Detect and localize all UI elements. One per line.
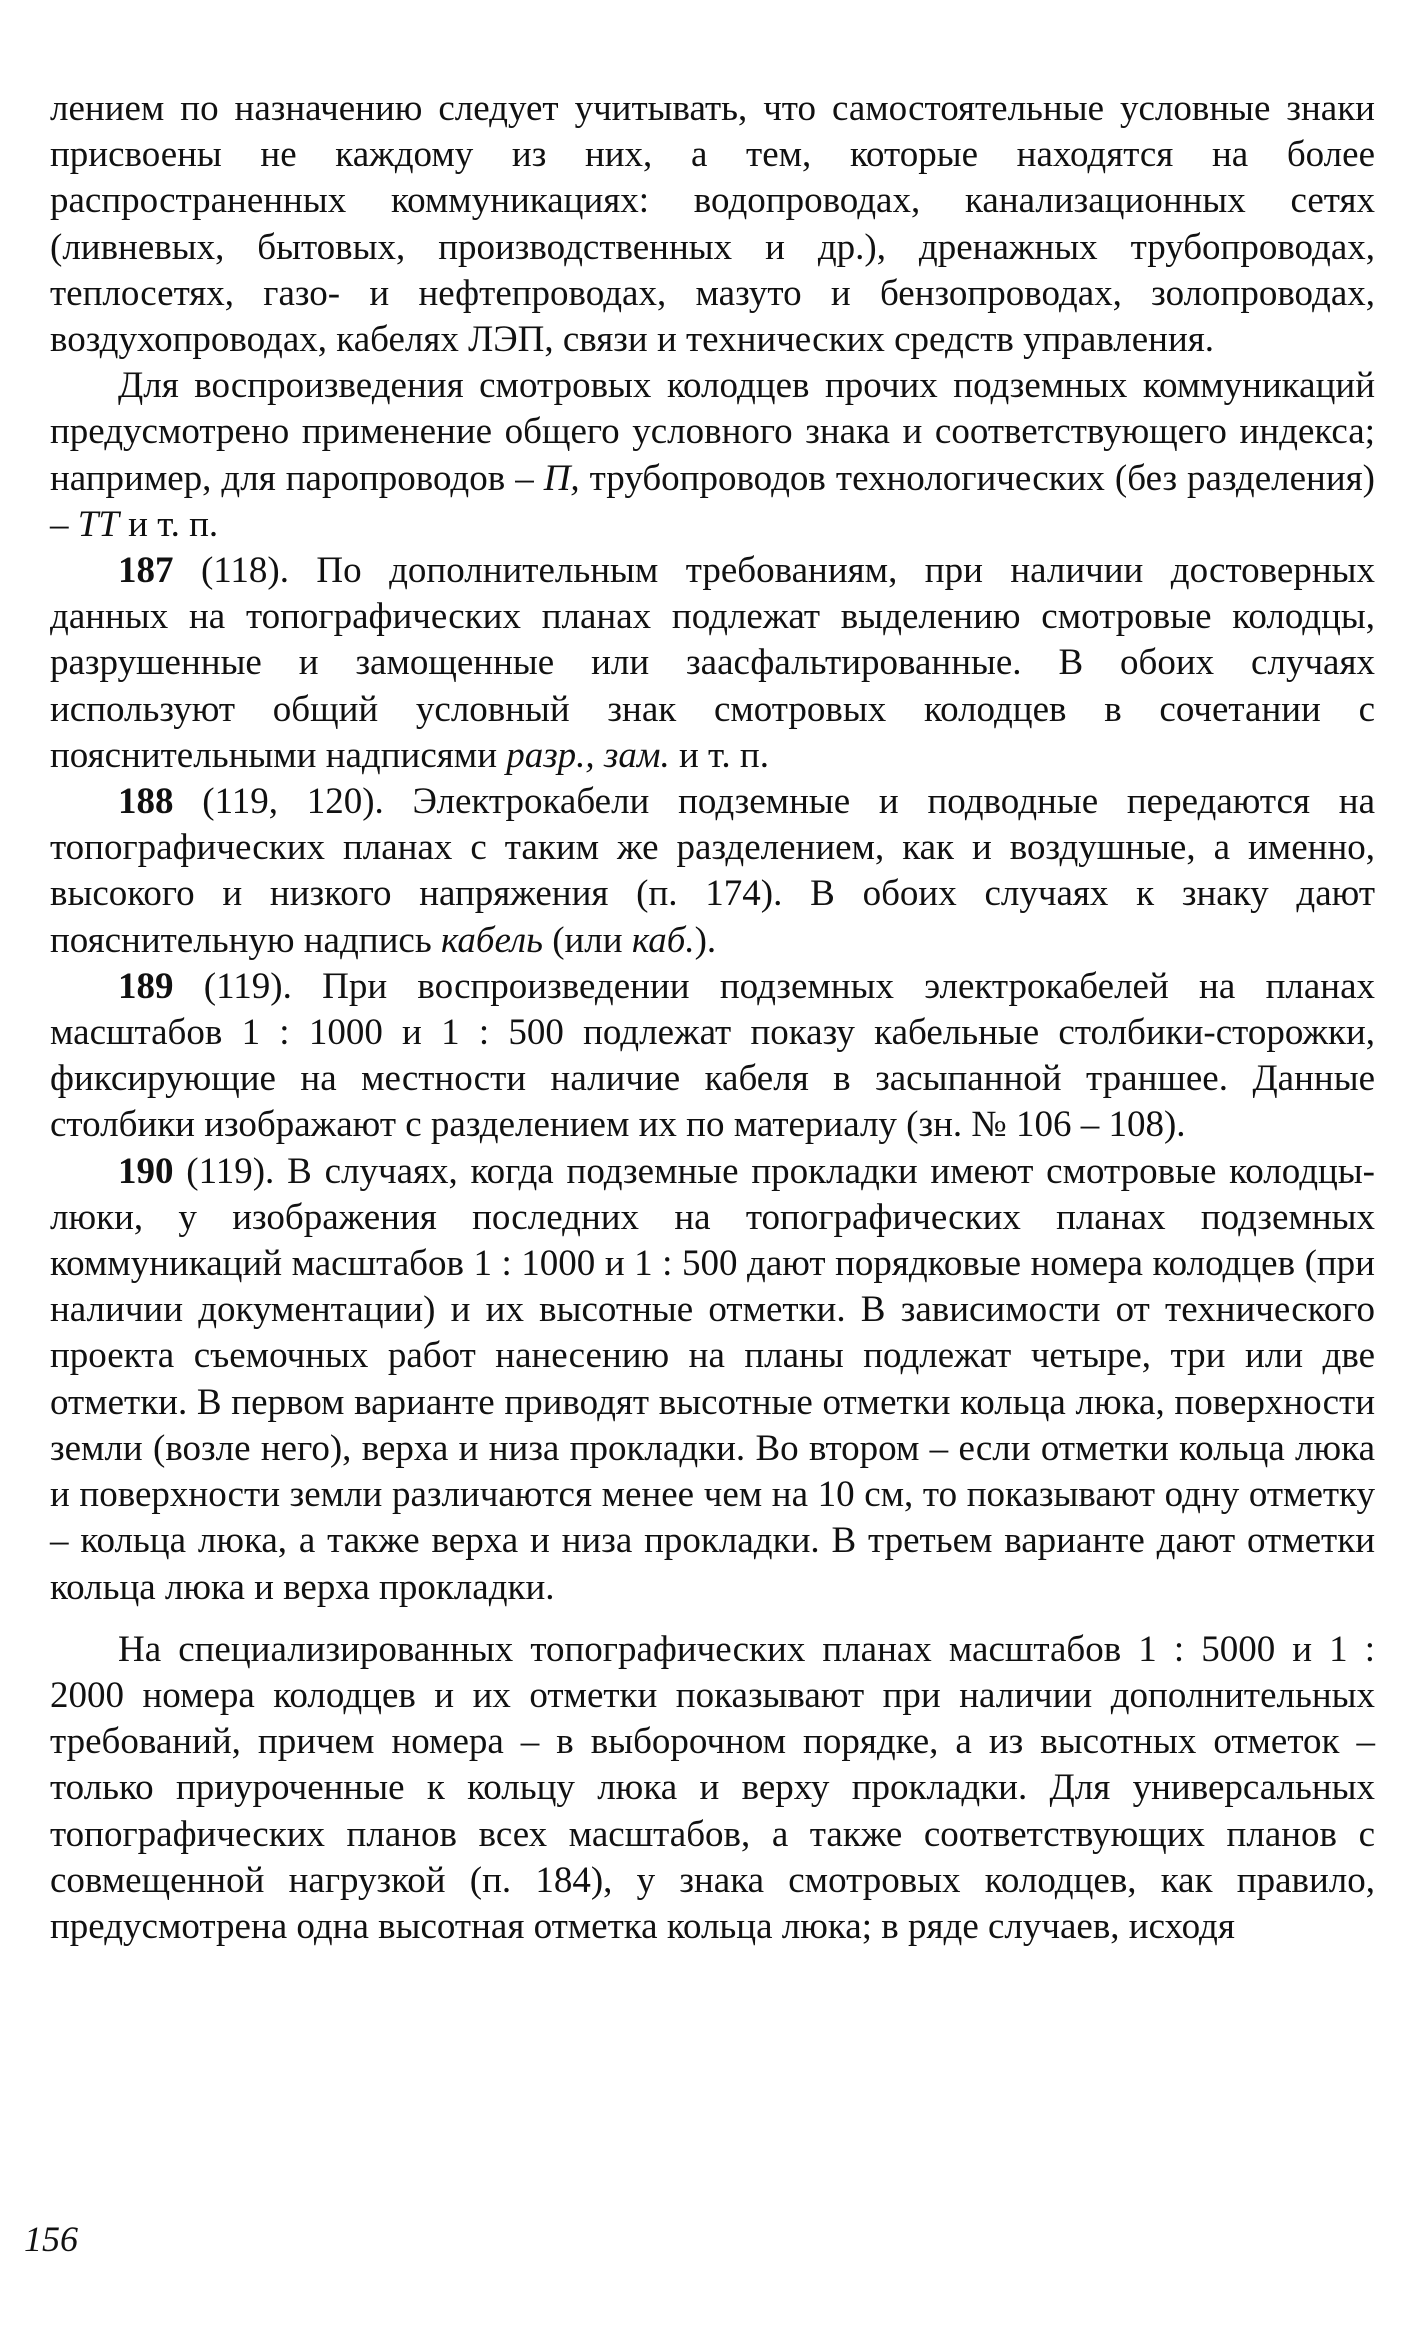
- paragraph-text: (119). В случаях, когда подземные прокладки имеют смотровые колодцы-люки, у изображения последних на топографических планах подземных коммуникаций масштабов 1 : 1000 и 1 : 500 дают порядковые номера колодцев (при наличии документации) и их высотные отметки. В зависимости от технического проекта съемочных работ нанесению на планы подлежат четыре, три или две отметки. В первом варианте приводят высотные отметки кольца люка, поверхности земли (возле него), верха и низа прокладки. Во втором – если отметки кольца люка и поверхности земли различаются менее чем на 10 см, то показывают одну отметку – кольца люка, а также верха и низа прокладки. В третьем варианте дают отметки кольца люка и верха прокладки.: [50, 1150, 1375, 1608]
- paragraph-text: и т. п.: [669, 734, 769, 776]
- paragraph-text: На специализированных топографических планах масштабов 1 : 5000 и 1 : 2000 номера колодцев и их отметки показывают при наличии дополнительных требований, причем номера – в выборочном порядке, а из высотных отметок – только приуроченные к кольцу люка и верху прокладки. Для универсальных топографических планов всех масштабов, а также соответствующих планов с совмещенной нагрузкой (п. 184), у знака смотровых колодцев, как правило, предусмотрена одна высотная отметка кольца люка; в ряде случаев, исходя: [50, 1628, 1375, 1947]
- paragraph-text: (или: [542, 919, 632, 961]
- italic-label-cable-short: каб.: [631, 919, 695, 961]
- paragraph-text: ).: [694, 919, 717, 961]
- clause-number: 187: [118, 550, 174, 592]
- page-number: 156: [24, 2219, 78, 2259]
- paragraph-189: [50, 964, 1375, 1149]
- paragraph-text: (118). По дополнительным требованиям, при наличии достоверных данных на топографических планах подлежат выделению смотровые колодцы, разрушенные и замощенные или заасфальтированные. В обоих случаях используют общий условный знак смотровых колодцев в сочетании с пояснительными надписями: [50, 550, 1375, 776]
- paragraph-text: Для воспроизведения смотровых колодцев прочих подземных коммуникаций предусмотрено применение общего условного знака и соответствующего индекса; например, для паропроводов –: [50, 365, 1375, 499]
- paragraph-text: (119). При воспроизведении подземных электрокабелей на планах масштабов 1 : 1000 и 1 : 500 подлежат показу кабельные столбики-сторожки, фиксирующие на местности наличие кабеля в засыпанной траншее. Данные столбики изображают с разделением их по материалу (зн. № 106 – 108).: [50, 965, 1375, 1146]
- paragraph-text: лением по назначению следует учитывать, что самостоятельные условные знаки присвоены не каждому из них, а тем, которые находятся на более распространенных коммуникациях: водопроводах, канализационных сетях (ливневых, бытовых, производственных и др.), дренажных трубопроводах, теплосетях, газо- и нефтепроводах, мазуто и бензопроводах, золопроводах, воздухопроводах, кабелях ЛЭП, связи и технических средств управления.: [50, 88, 1375, 361]
- paragraph-continuation: [50, 86, 1375, 363]
- clause-number: 189: [118, 965, 174, 1007]
- paragraph-187: [50, 548, 1375, 779]
- italic-index-tech: ТТ: [77, 503, 119, 545]
- italic-labels: разр., зам.: [506, 734, 670, 776]
- page-body: [50, 86, 1375, 1950]
- italic-label-cable: кабель: [440, 919, 543, 961]
- clause-number: 188: [118, 781, 174, 823]
- italic-index-steam: П,: [543, 457, 580, 499]
- paragraph-text: и т. п.: [118, 503, 219, 545]
- paragraph-text: трубопроводов технологических (без разделения) –: [50, 457, 1375, 545]
- paragraph-specialized-plans: [50, 1627, 1375, 1950]
- clause-number: 190: [118, 1150, 174, 1192]
- paragraph-190: [50, 1149, 1375, 1611]
- paragraph-manholes-index: [50, 363, 1375, 548]
- paragraph-188: [50, 779, 1375, 964]
- paragraph-text: (119, 120). Электрокабели подземные и подводные передаются на топографических планах с таким же разделением, как и воздушные, а именно, высокого и низкого напряжения (п. 174). В обоих случаях к знаку дают пояснительную надпись: [50, 781, 1375, 961]
